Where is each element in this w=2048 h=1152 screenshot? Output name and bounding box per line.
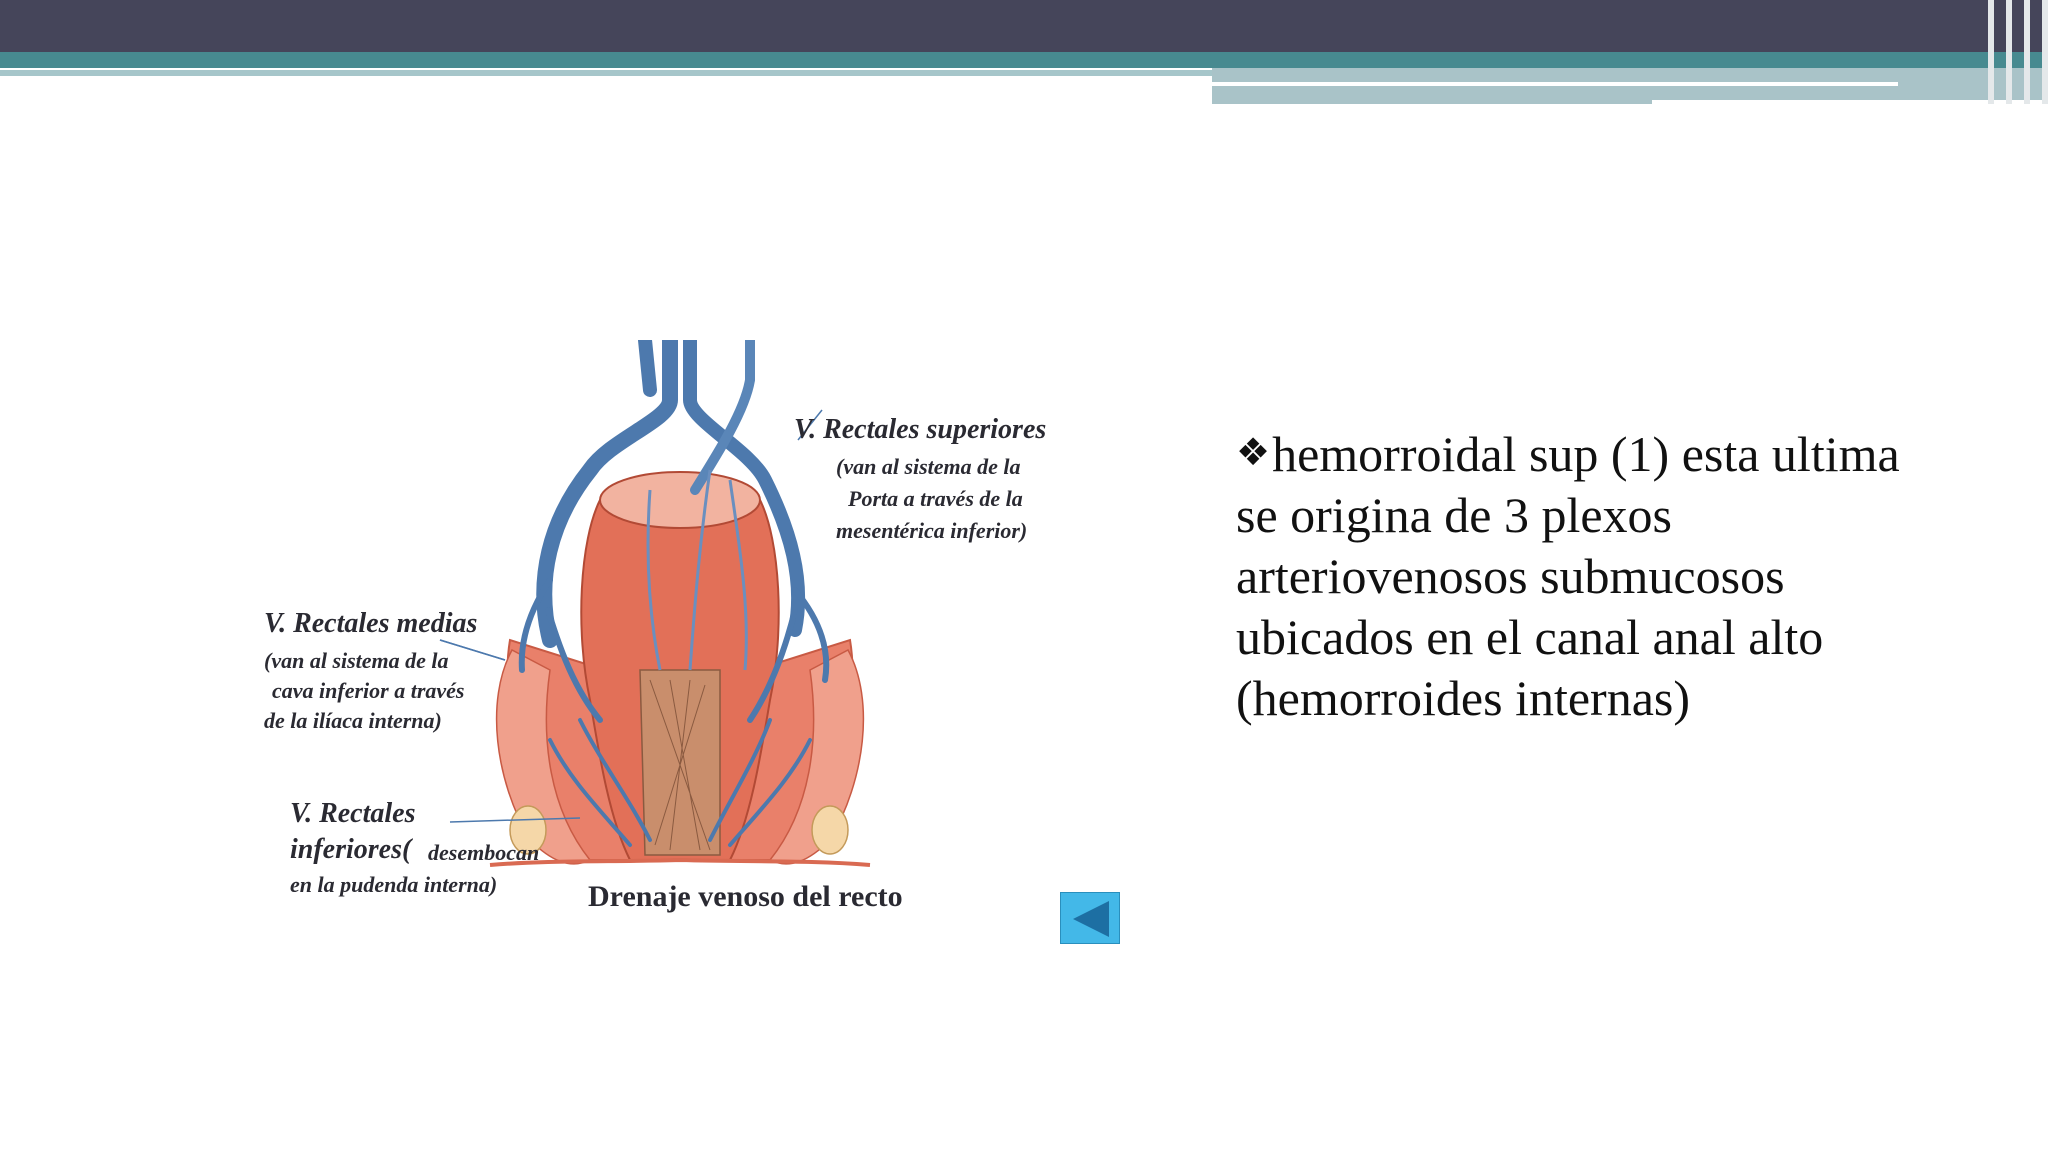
stripe: [1988, 0, 1994, 104]
label-inferiores-tail: desembocan: [428, 840, 540, 865]
header-band-teal: [0, 52, 2048, 68]
header-band-block-right: [1212, 68, 2048, 104]
label-rectales-inferiores-1: V. Rectales: [290, 798, 416, 829]
stripe: [2024, 0, 2030, 104]
bullet-text: hemorroidal sup (1) esta ultima se origina de 3 plexos arteriovenosos submucosos ubicados en el canal anal alto (hemorroides internas): [1236, 426, 1900, 726]
bullet-diamond-icon: ❖: [1236, 430, 1271, 474]
triangle-left-icon: [1073, 901, 1109, 937]
bullet-paragraph: [1236, 422, 1936, 729]
label-medias-line3: de la ilíaca interna): [264, 708, 442, 733]
header-band-dark: [0, 0, 2048, 52]
stripe: [2042, 0, 2048, 104]
figure-caption: Drenaje venoso del recto: [588, 880, 903, 913]
label-superiores-line3: mesentérica inferior): [836, 518, 1028, 543]
header-band-thin-left: [0, 70, 1212, 76]
label-medias-line1: (van al sistema de la: [264, 648, 449, 673]
label-rectales-medias: V. Rectales medias: [264, 608, 478, 639]
stripe: [2006, 0, 2012, 104]
label-inferiores-line2: en la pudenda interna): [290, 872, 498, 897]
label-superiores-line1: (van al sistema de la: [836, 454, 1021, 479]
rectum-venous-drainage-figure: [250, 340, 1130, 950]
label-rectales-inferiores-2: inferiores(: [290, 834, 412, 865]
fat-pad-right: [812, 806, 848, 854]
label-medias-line2: cava inferior a través: [272, 678, 465, 703]
header-stripes: [1988, 0, 2048, 104]
header-band-line: [1212, 82, 1898, 86]
back-button[interactable]: [1060, 892, 1120, 944]
label-rectales-superiores: V. Rectales superiores: [794, 414, 1047, 445]
label-superiores-line2: Porta a través de la: [848, 486, 1023, 511]
